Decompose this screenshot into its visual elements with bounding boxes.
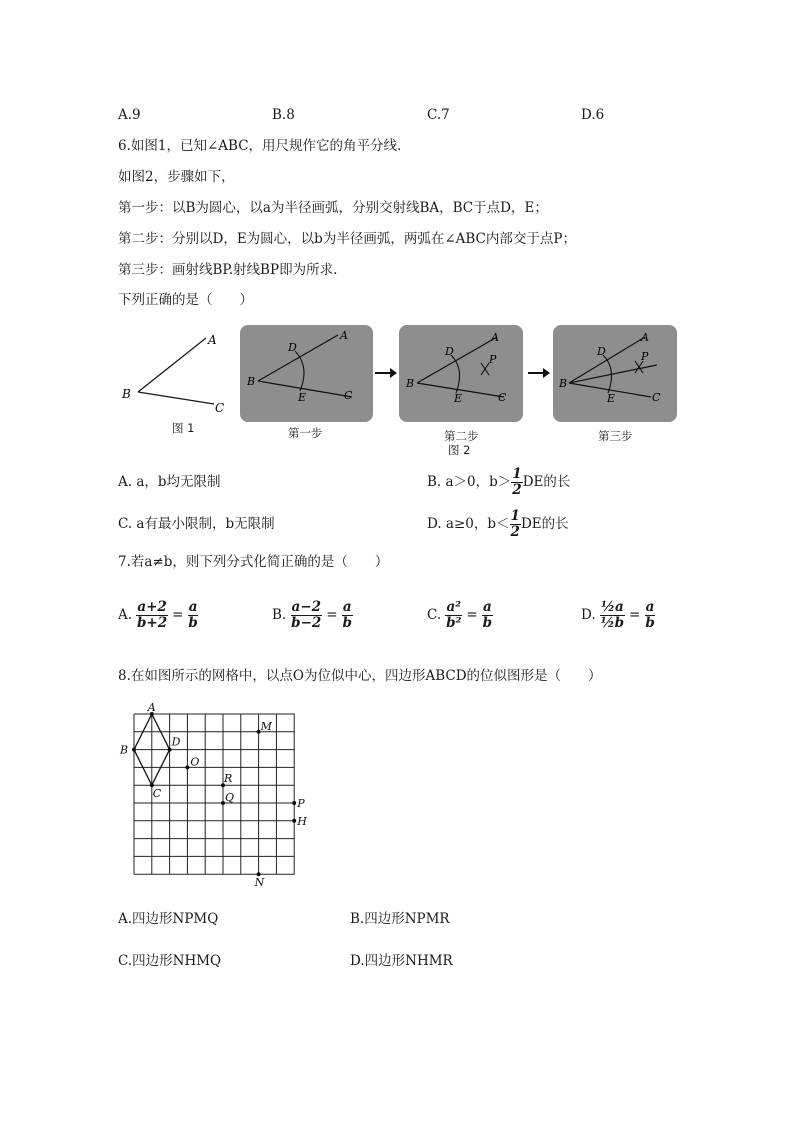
q6-option-d: D. a≥0，b＜ $\frac{1}{2}$ DE的长 [427, 508, 569, 540]
label-m: M [260, 719, 272, 733]
fig1-label-b: B [122, 387, 131, 401]
q7-option-c: C. $\frac{\text{a²}}{\text{b²}}$ = $\frac{a}{b}$ [427, 599, 493, 631]
q6-arrow-1 [374, 367, 398, 379]
svg-text:C: C [498, 391, 507, 404]
svg-text:P: P [641, 350, 649, 363]
q8-grid-figure [116, 700, 316, 890]
q5-option-c: C.7 [427, 107, 450, 123]
label-r: R [224, 772, 233, 786]
svg-text:C: C [652, 391, 661, 404]
q6-ask: 下列正确的是（ ） [118, 292, 253, 308]
q6-stem: 6.如图1，已知∠ABC，用尺规作它的角平分线. [118, 138, 402, 154]
point-p [292, 801, 296, 805]
svg-text:B: B [247, 375, 256, 388]
q6-step2: 第二步：分别以D，E为圆心，以b为半径画弧，两弧在∠ABC内部交于点P； [118, 231, 576, 247]
q6-option-c: C. a有最小限制，b无限制 [118, 516, 275, 532]
point-o [185, 765, 189, 769]
q6-step2-panel [399, 325, 523, 422]
q6-step1-caption: 第一步 [288, 426, 323, 440]
q6-intro: 如图2，步骤如下， [118, 169, 235, 185]
label-d: D [171, 735, 181, 749]
label-h: H [297, 814, 307, 828]
svg-text:D: D [288, 341, 297, 354]
q8-stem: 8.在如图所示的网格中，以点O为位似中心，四边形ABCD的位似图形是（ ） [118, 668, 602, 684]
q8-option-c: C.四边形NHMQ [118, 953, 222, 969]
q6-arrow-2 [527, 367, 551, 379]
svg-text:A: A [491, 331, 499, 344]
label-q: Q [225, 791, 235, 804]
q8-option-d: D.四边形NHMR [350, 953, 453, 969]
svg-text:D: D [445, 345, 454, 358]
q8-option-a: A.四边形NPMQ [118, 911, 219, 927]
q6-figure-1-caption: 图 1 [172, 421, 195, 435]
q6-option-a: A. a，b均无限制 [118, 474, 221, 490]
label-b: B [120, 743, 129, 757]
label-o: O [190, 755, 200, 769]
point-b [132, 748, 136, 752]
q7-option-b: B. $\frac{a-2}{b-2}$ = $\frac{a}{b}$ [272, 599, 352, 631]
q7-option-a: A. $\frac{a+2}{b+2}$ = $\frac{a}{b}$ [118, 599, 198, 631]
fig1-label-a: A [208, 333, 217, 347]
label-p: P [297, 797, 305, 810]
q6-step1-panel [240, 325, 373, 422]
svg-text:A: A [641, 331, 649, 344]
half-fraction: $\frac{1}{2}$ [510, 508, 520, 540]
svg-text:D: D [597, 345, 606, 358]
svg-text:B: B [559, 377, 568, 390]
q5-option-d: D.6 [581, 107, 605, 123]
svg-text:E: E [607, 392, 616, 405]
svg-text:C: C [344, 389, 353, 402]
fig1-label-c: C [215, 401, 225, 415]
label-n: N [254, 876, 265, 890]
q6-step3: 第三步：画射线BP.射线BP即为所求. [118, 262, 338, 278]
svg-text:B: B [406, 377, 415, 390]
point-h [292, 819, 296, 823]
svg-text:A: A [340, 329, 348, 342]
svg-text:E: E [454, 392, 463, 405]
q5-option-a: A.9 [118, 107, 141, 123]
q6-step2-caption: 第二步 [444, 429, 479, 443]
q6-step3-panel [553, 325, 677, 422]
label-a: A [147, 701, 156, 714]
q8-option-b: B.四边形NPMR [350, 911, 450, 927]
q7-stem: 7.若a≠b，则下列分式化简正确的是（ ） [118, 554, 389, 570]
half-fraction: $\frac{1}{2}$ [512, 466, 522, 498]
q6-figure-2-caption: 图 2 [448, 443, 471, 457]
q5-option-b: B.8 [272, 107, 295, 123]
svg-text:E: E [298, 391, 307, 404]
q6-option-b: B. a＞0，b＞ $\frac{1}{2}$ DE的长 [427, 466, 571, 498]
q7-option-d: D. $\frac{\text{½a}}{\text{½b}}$ = $\frac{a}{b}$ [581, 599, 655, 631]
q6-step1: 第一步：以B为圆心，以a为半径画弧，分别交射线BA，BC于点D，E； [118, 200, 548, 216]
label-c: C [152, 787, 162, 801]
svg-text:P: P [489, 353, 497, 366]
q6-step3-caption: 第三步 [598, 429, 633, 443]
